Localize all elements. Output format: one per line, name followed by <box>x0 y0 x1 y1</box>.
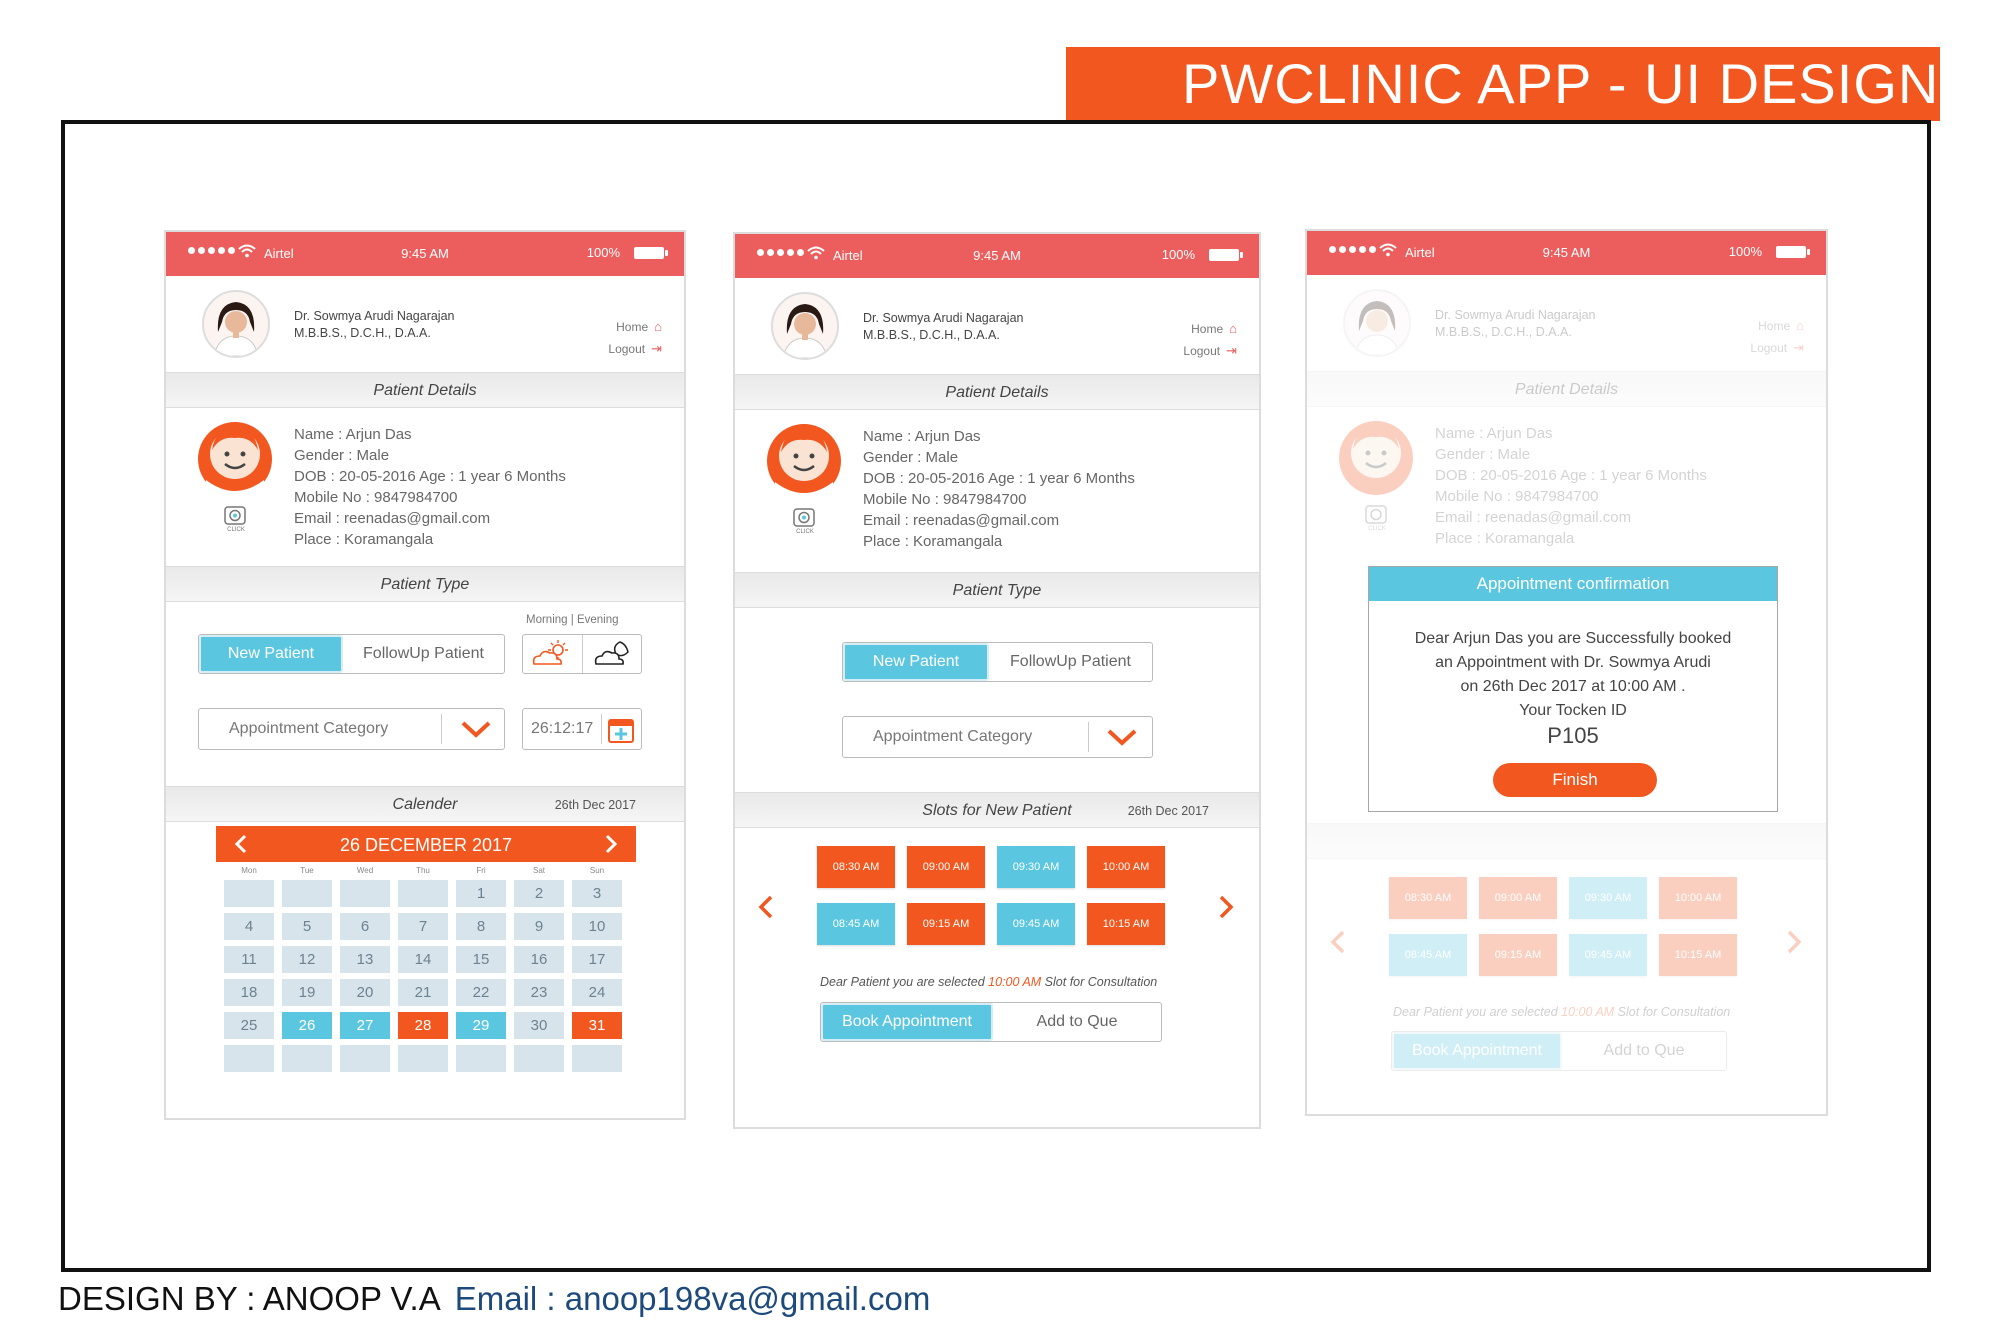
section-title: Patient Details <box>373 382 477 399</box>
appointment-category-label: Appointment Category <box>229 720 389 737</box>
designer-credit: DESIGN BY : ANOOP V.A <box>58 1280 441 1317</box>
carrier-label: Airtel <box>1405 245 1435 260</box>
doctor-name: Dr. Sowmya Arudi Nagarajan <box>294 309 455 323</box>
calendar-day-cell[interactable]: 30 <box>514 1012 564 1039</box>
designer-email: Email : anoop198va@gmail.com <box>454 1280 931 1317</box>
day-of-week-label: Wed <box>356 866 374 875</box>
calendar-empty-cell <box>572 1045 622 1072</box>
home-icon: ⌂ <box>1796 318 1804 333</box>
patient-dob-age: DOB : 20-05-2016 Age : 1 year 6 Months <box>863 470 1135 487</box>
time-slot-button[interactable]: 08:30 AM <box>817 846 895 888</box>
shift-toggle <box>522 634 642 674</box>
note-suffix: Slot for Consultation <box>1614 1005 1731 1019</box>
shift-label <box>526 614 619 626</box>
patient-email: Email : reenadas@gmail.com <box>294 510 491 527</box>
doctor-avatar <box>202 290 270 358</box>
appointment-category-select[interactable] <box>198 708 505 750</box>
note-prefix: Dear Patient you are selected <box>1393 1005 1562 1019</box>
day-of-week-label: Mon <box>241 866 257 875</box>
time-slot-button: 08:45 AM <box>1389 934 1467 976</box>
previous-slots-icon <box>1329 929 1347 955</box>
selection-note <box>820 975 1157 989</box>
calendar-day-cell[interactable]: 12 <box>282 946 332 973</box>
calendar-day-cell[interactable]: 13 <box>340 946 390 973</box>
booking-toggle <box>820 1002 1162 1042</box>
calendar-empty-cell <box>398 880 448 907</box>
calendar-empty-cell <box>224 880 274 907</box>
slots-date: 26th Dec 2017 <box>1127 804 1209 818</box>
calendar-day-cell[interactable]: 18 <box>224 979 274 1006</box>
time-slot-button[interactable]: 09:15 AM <box>907 903 985 945</box>
doctor-avatar <box>1343 289 1411 357</box>
patient-details <box>166 406 684 556</box>
phone-screen-slots <box>733 232 1261 1129</box>
calendar-empty-cell <box>340 1045 390 1072</box>
patient-name: Name : Arjun Das <box>294 426 412 443</box>
patient-details <box>735 408 1259 558</box>
camera-icon <box>1365 503 1387 525</box>
calendar-day-cell[interactable]: 14 <box>398 946 448 973</box>
battery-icon <box>634 247 664 259</box>
calendar-day-cell[interactable]: 22 <box>456 979 506 1006</box>
calendar-day-cell[interactable]: 23 <box>514 979 564 1006</box>
logout-link[interactable] <box>608 338 662 360</box>
appointment-confirmation-dialog <box>1368 566 1778 812</box>
logout-link <box>1750 337 1804 359</box>
calendar-day-cell[interactable]: 6 <box>340 913 390 940</box>
home-label: Home <box>1758 319 1791 333</box>
note-suffix: Slot for Consultation <box>1041 975 1158 989</box>
field-divider <box>601 714 602 744</box>
slots-header <box>735 792 1259 828</box>
time-slot-button: 09:45 AM <box>1569 934 1647 976</box>
calendar-day-cell[interactable]: 28 <box>398 1012 448 1039</box>
patient-gender: Gender : Male <box>1435 446 1531 463</box>
moon-cloud-icon <box>592 640 632 668</box>
select-divider <box>441 714 442 744</box>
status-time: 9:45 AM <box>1542 245 1591 260</box>
patient-dob-age: DOB : 20-05-2016 Age : 1 year 6 Months <box>294 468 566 485</box>
battery-label: 100% <box>586 245 620 260</box>
appointment-category-label: Appointment Category <box>873 728 1033 745</box>
booking-toggle <box>1391 1031 1727 1071</box>
calendar-day-cell[interactable]: 4 <box>224 913 274 940</box>
logout-label: Logout <box>1183 344 1221 358</box>
calendar-day-cell[interactable]: 2 <box>514 880 564 907</box>
calendar-day-cell[interactable]: 1 <box>456 880 506 907</box>
calendar-day-cell[interactable]: 26 <box>282 1012 332 1039</box>
next-slots-icon[interactable] <box>1217 894 1235 920</box>
calendar-empty-cell <box>282 1045 332 1072</box>
status-bar <box>166 232 684 276</box>
logout-icon: ⇥ <box>1226 343 1237 358</box>
patient-type-toggle <box>198 634 505 674</box>
calendar-empty-cell <box>340 880 390 907</box>
calendar-empty-cell <box>398 1045 448 1072</box>
section-title: Patient Type <box>952 582 1042 599</box>
patient-details-header <box>166 372 684 408</box>
camera-label: CLICK <box>1368 526 1386 532</box>
day-of-week-label: Fri <box>476 866 486 875</box>
new-patient-button[interactable]: New Patient <box>199 635 343 673</box>
next-month-icon[interactable] <box>604 834 618 854</box>
patient-name: Name : Arjun Das <box>863 428 981 445</box>
time-slot-button[interactable]: 10:00 AM <box>1087 846 1165 888</box>
status-bar <box>735 234 1259 278</box>
add-to-queue-button: Add to Que <box>1603 1042 1685 1059</box>
evening-label: Evening <box>576 614 619 626</box>
patient-gender: Gender : Male <box>863 449 959 466</box>
doctor-qualification: M.B.B.S., D.C.H., D.A.A. <box>294 326 431 340</box>
patient-gender: Gender : Male <box>294 447 390 464</box>
logout-icon: ⇥ <box>1793 340 1804 355</box>
patient-avatar-icon <box>196 420 274 498</box>
camera-label: CLICK <box>227 527 245 533</box>
calendar-day-cell[interactable]: 16 <box>514 946 564 973</box>
confirmation-line-4: Your Tocken ID <box>1519 702 1627 719</box>
time-slot-button[interactable]: 09:00 AM <box>907 846 985 888</box>
note-prefix: Dear Patient you are selected <box>820 975 989 989</box>
patient-mobile: Mobile No : 9847984700 <box>294 489 458 506</box>
patient-email: Email : reenadas@gmail.com <box>863 512 1060 529</box>
logout-link[interactable] <box>1183 340 1237 362</box>
book-appointment-button[interactable]: Book Appointment <box>821 1003 993 1041</box>
phone-screen-calendar <box>164 230 686 1120</box>
doctor-header <box>1307 275 1826 371</box>
sun-cloud-icon <box>529 640 575 668</box>
morning-label: Morning <box>526 614 568 626</box>
patient-details-header <box>735 374 1259 410</box>
doctor-qualification: M.B.B.S., D.C.H., D.A.A. <box>1435 325 1572 339</box>
followup-patient-button[interactable]: FollowUp Patient <box>363 645 484 662</box>
chevron-down-icon <box>460 719 492 739</box>
home-link[interactable] <box>608 316 662 338</box>
calendar-day-cell[interactable]: 5 <box>282 913 332 940</box>
section-title: Patient Details <box>1514 381 1619 398</box>
time-slot-button[interactable]: 08:45 AM <box>817 903 895 945</box>
patient-type-header <box>166 566 684 602</box>
followup-patient-button[interactable]: FollowUp Patient <box>1010 653 1131 670</box>
day-of-week-label: Tue <box>300 866 314 875</box>
status-bar <box>1307 231 1826 275</box>
calendar-empty-cell <box>282 880 332 907</box>
confirmation-line-1: Dear Arjun Das you are Successfully booked <box>1414 630 1732 647</box>
confirmation-line-3: on 26th Dec 2017 at 10:00 AM . <box>1460 678 1686 695</box>
section-title: Calender <box>392 796 458 813</box>
home-label: Home <box>616 320 649 334</box>
calendar-add-icon[interactable] <box>607 716 635 744</box>
logout-label: Logout <box>608 342 646 356</box>
calendar-month-label: 26 DECEMBER 2017 <box>339 835 513 855</box>
camera-icon[interactable] <box>793 506 815 528</box>
token-id: P105 <box>1547 723 1599 748</box>
time-slot-button: 09:00 AM <box>1479 877 1557 919</box>
chevron-down-icon <box>1106 727 1138 747</box>
day-of-week-label: Sun <box>589 866 605 875</box>
calendar-day-cell[interactable]: 7 <box>398 913 448 940</box>
doctor-name: Dr. Sowmya Arudi Nagarajan <box>1435 308 1596 322</box>
battery-label: 100% <box>1728 244 1762 259</box>
dialog-title: Appointment confirmation <box>1369 567 1777 601</box>
finish-button[interactable]: Finish <box>1493 763 1657 797</box>
calendar-day-cell[interactable]: 9 <box>514 913 564 940</box>
day-of-week-label: Thu <box>416 866 430 875</box>
patient-mobile: Mobile No : 9847984700 <box>863 491 1027 508</box>
home-link[interactable] <box>1183 318 1237 340</box>
time-slot-button[interactable]: 10:15 AM <box>1087 903 1165 945</box>
patient-name: Name : Arjun Das <box>1435 425 1553 442</box>
time-slot-button[interactable]: 09:45 AM <box>997 903 1075 945</box>
note-time: 10:00 AM <box>1561 1005 1615 1019</box>
section-title: Patient Type <box>380 576 470 593</box>
calendar-day-cell[interactable]: 24 <box>572 979 622 1006</box>
calendar-empty-cell <box>224 1045 274 1072</box>
morning-button[interactable] <box>523 635 583 673</box>
appointment-category-select[interactable] <box>842 716 1153 758</box>
home-link <box>1750 315 1804 337</box>
time-slot-button: 09:15 AM <box>1479 934 1557 976</box>
camera-icon[interactable] <box>224 504 246 526</box>
add-to-queue-button[interactable]: Add to Que <box>1036 1013 1118 1030</box>
calendar-day-cell[interactable]: 17 <box>572 946 622 973</box>
selection-note <box>1393 1005 1730 1019</box>
section-title: Patient Details <box>945 384 1049 401</box>
patient-avatar-icon <box>765 422 843 500</box>
home-icon: ⌂ <box>1229 321 1237 336</box>
select-divider <box>1088 722 1089 752</box>
home-icon: ⌂ <box>654 319 662 334</box>
calendar-day-cell[interactable]: 27 <box>340 1012 390 1039</box>
patient-details <box>1307 405 1826 555</box>
slots-header <box>1307 823 1826 859</box>
calendar-day-cell[interactable]: 11 <box>224 946 274 973</box>
calendar-day-cell[interactable]: 25 <box>224 1012 274 1039</box>
doctor-avatar <box>771 292 839 360</box>
patient-details-header <box>1307 371 1826 407</box>
patient-type-header <box>735 572 1259 608</box>
calendar-day-cell[interactable]: 21 <box>398 979 448 1006</box>
doctor-name: Dr. Sowmya Arudi Nagarajan <box>863 311 1024 325</box>
battery-label: 100% <box>1161 247 1195 262</box>
next-slots-icon <box>1785 929 1803 955</box>
calendar-empty-cell <box>514 1045 564 1072</box>
section-title: Slots for New Patient <box>922 802 1072 819</box>
calendar-day-cell[interactable]: 19 <box>282 979 332 1006</box>
battery-icon <box>1209 249 1239 261</box>
calendar-day-cell[interactable]: 20 <box>340 979 390 1006</box>
doctor-qualification: M.B.B.S., D.C.H., D.A.A. <box>863 328 1000 342</box>
patient-place: Place : Koramangala <box>1435 530 1575 547</box>
camera-label: CLICK <box>796 529 814 535</box>
calendar-day-cell[interactable]: 29 <box>456 1012 506 1039</box>
home-label: Home <box>1191 322 1224 336</box>
appointment-time-value: 26:12:17 <box>531 720 594 737</box>
calendar-header <box>166 786 684 822</box>
status-time: 9:45 AM <box>973 248 1021 263</box>
status-time: 9:45 AM <box>401 246 449 261</box>
logout-label: Logout <box>1750 341 1788 355</box>
patient-place: Place : Koramangala <box>294 531 434 548</box>
patient-dob-age: DOB : 20-05-2016 Age : 1 year 6 Months <box>1435 467 1707 484</box>
note-time: 10:00 AM <box>988 975 1042 989</box>
battery-icon <box>1776 246 1806 258</box>
time-slot-button: 10:15 AM <box>1659 934 1737 976</box>
day-of-week-label: Sat <box>532 866 545 875</box>
banner-title: PWCLINIC APP - UI DESIGN <box>1182 52 1940 115</box>
calendar-day-cell[interactable]: 15 <box>456 946 506 973</box>
calendar-day-cell[interactable]: 8 <box>456 913 506 940</box>
calendar-date: 26th Dec 2017 <box>554 798 636 812</box>
time-slot-button: 10:00 AM <box>1659 877 1737 919</box>
patient-mobile: Mobile No : 9847984700 <box>1435 488 1599 505</box>
calendar-month-bar <box>216 826 636 862</box>
calendar-day-cell[interactable]: 10 <box>572 913 622 940</box>
shift-separator: | <box>570 614 574 626</box>
patient-email: Email : reenadas@gmail.com <box>1435 509 1632 526</box>
time-slot-button[interactable]: 09:30 AM <box>997 846 1075 888</box>
doctor-header <box>166 276 684 372</box>
doctor-header <box>735 278 1259 374</box>
evening-button[interactable] <box>583 635 642 673</box>
carrier-label: Airtel <box>833 248 863 263</box>
appointment-date-field[interactable] <box>522 708 642 750</box>
footer-credit <box>58 1280 930 1318</box>
patient-place: Place : Koramangala <box>863 533 1003 550</box>
logout-icon: ⇥ <box>651 341 662 356</box>
calendar-day-cell[interactable]: 31 <box>572 1012 622 1039</box>
time-slot-button: 09:30 AM <box>1569 877 1647 919</box>
book-appointment-button: Book Appointment <box>1392 1032 1562 1070</box>
carrier-label: Airtel <box>264 246 294 261</box>
patient-avatar-icon <box>1337 419 1415 497</box>
patient-type-toggle <box>842 642 1153 682</box>
previous-slots-icon[interactable] <box>757 894 775 920</box>
time-slot-button: 08:30 AM <box>1389 877 1467 919</box>
calendar-empty-cell <box>456 1045 506 1072</box>
calendar-day-cell[interactable]: 3 <box>572 880 622 907</box>
new-patient-button[interactable]: New Patient <box>843 643 989 681</box>
confirmation-line-2: an Appointment with Dr. Sowmya Arudi <box>1435 654 1711 671</box>
